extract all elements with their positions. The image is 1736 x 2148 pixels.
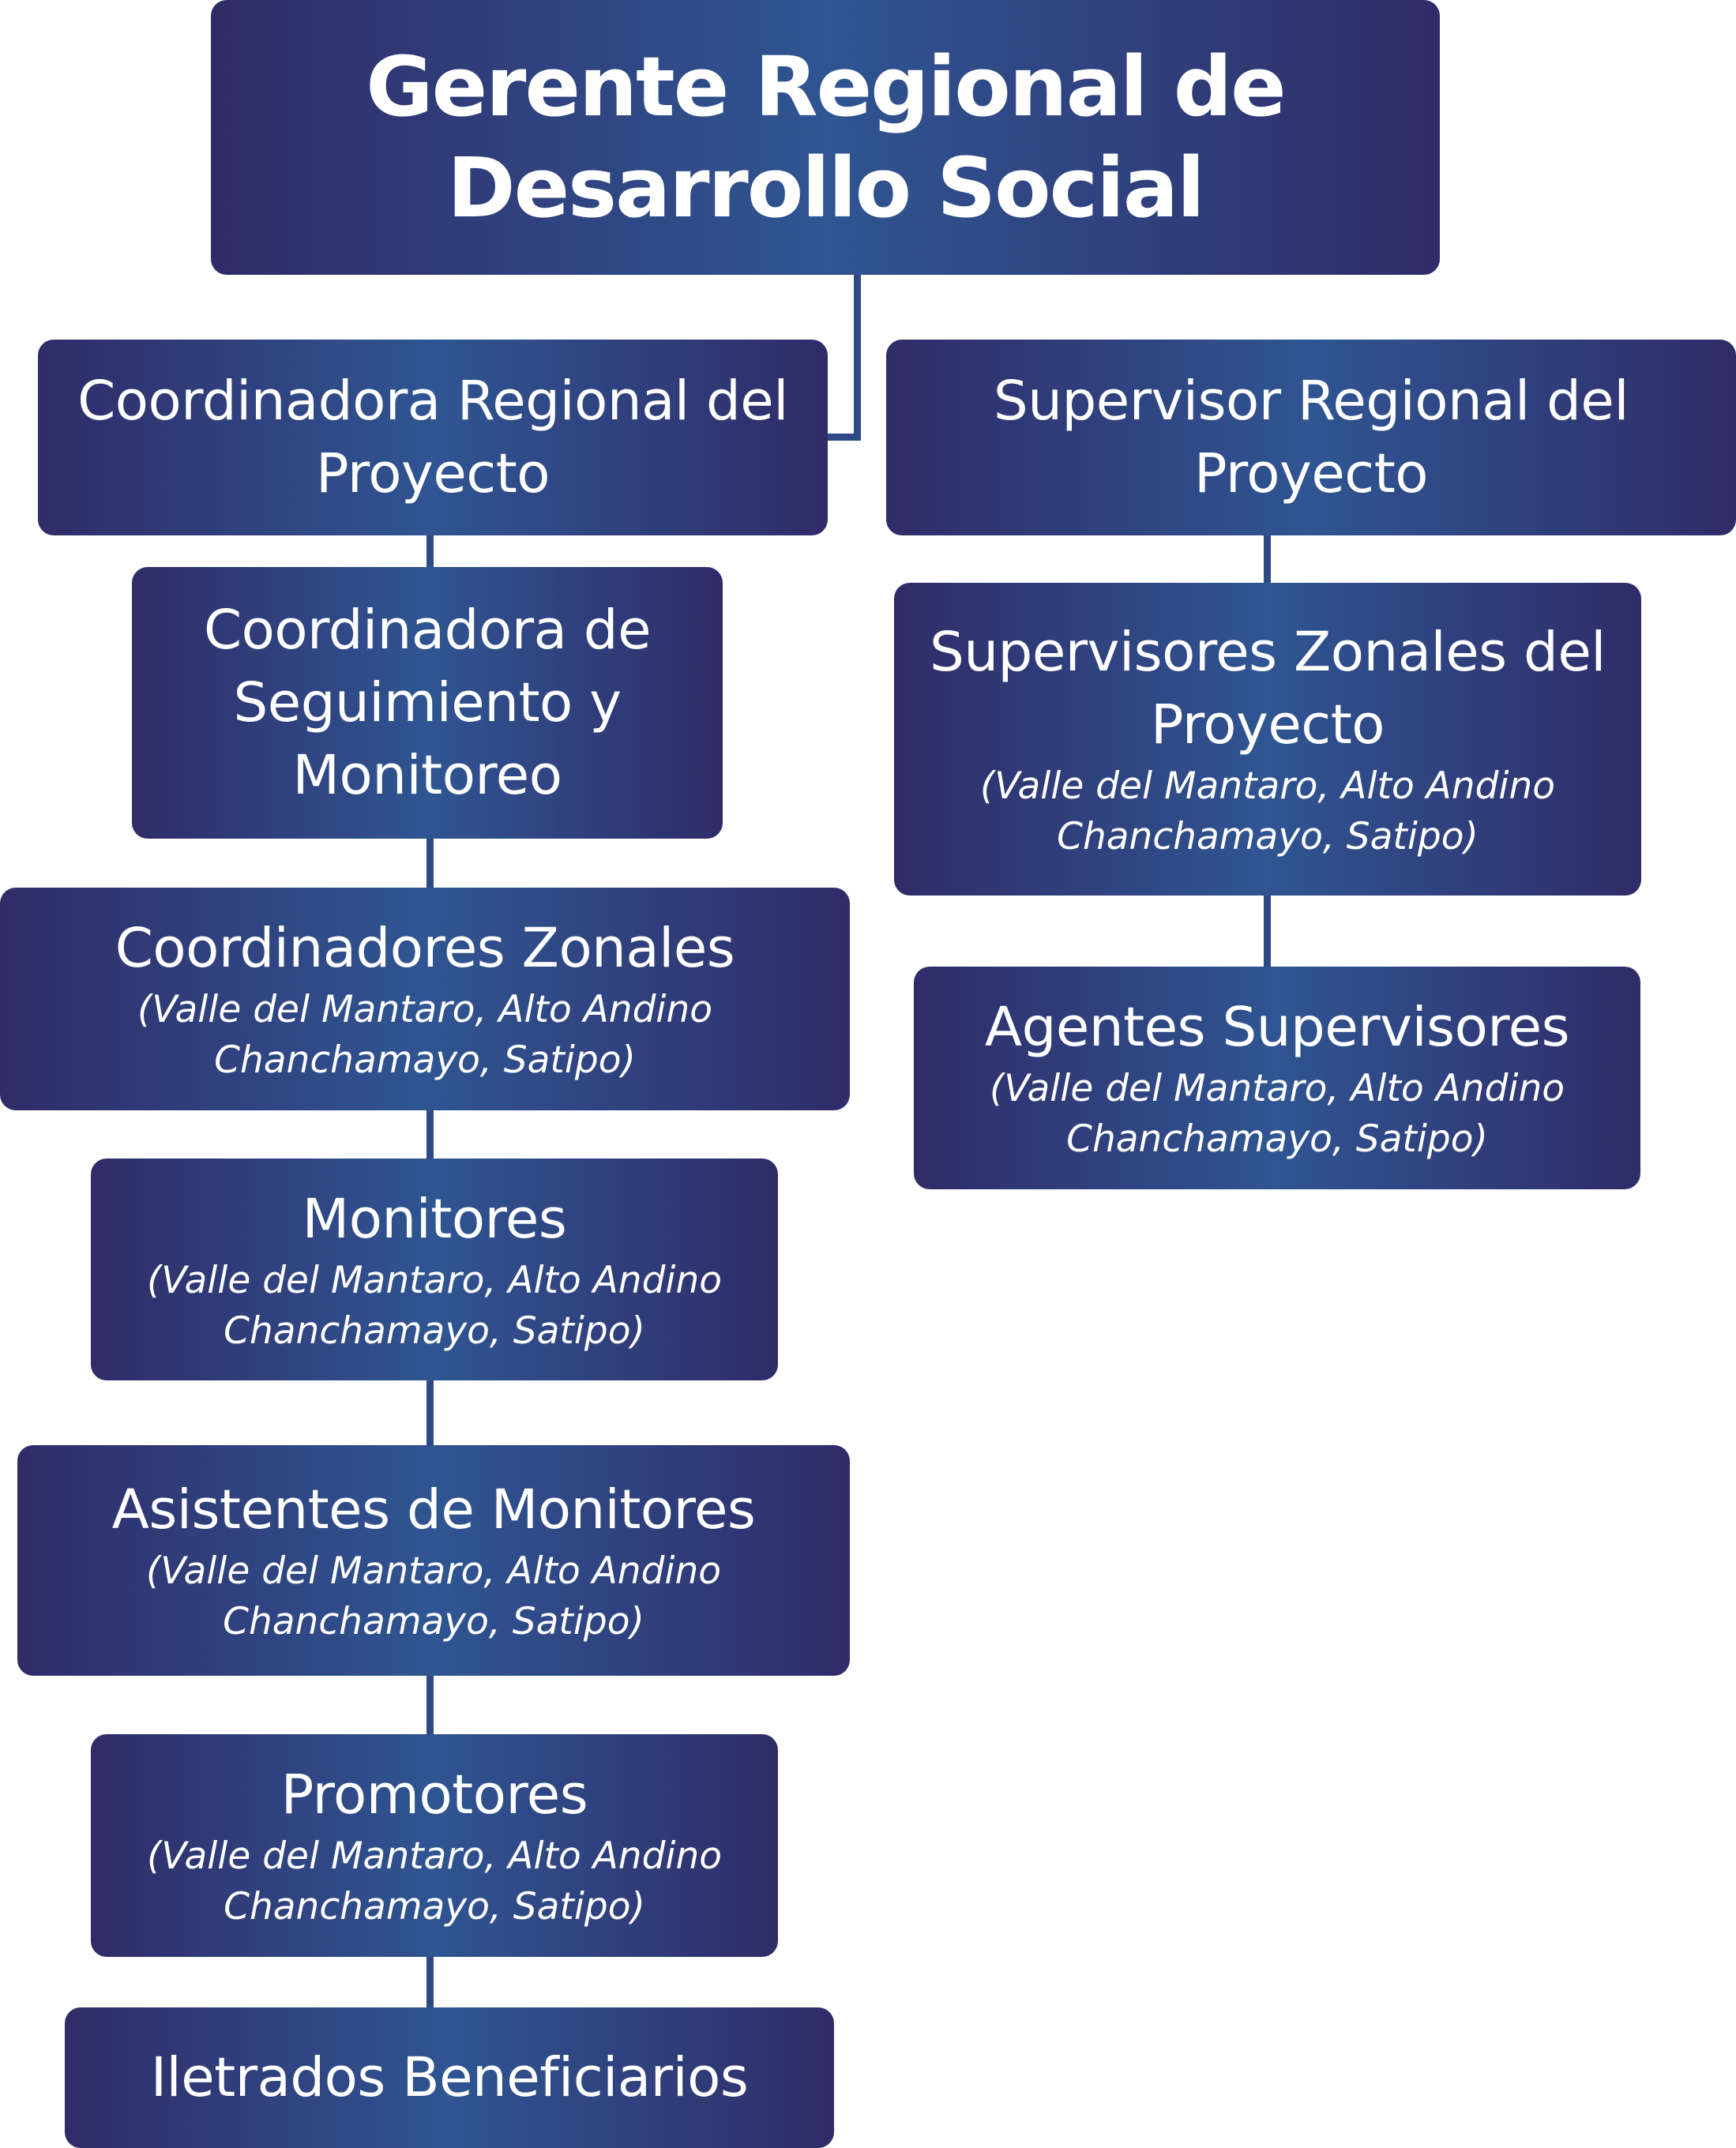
node-supervisor-regional: [886, 340, 1736, 535]
node-asistentes-monitores: [17, 1445, 850, 1676]
node-subtitle: (Valle del Mantaro, Alto Andino Chanchamayo, Satipo): [146, 1834, 723, 1928]
node-supervisores-zonales: [894, 583, 1641, 896]
node-subtitle: (Valle del Mantaro, Alto Andino Chanchamayo, Satipo): [137, 988, 713, 1082]
node-title: Coordinadores Zonales: [115, 917, 735, 980]
connector-monitores-to-asistentes: [426, 1379, 434, 1447]
node-title: Agentes Supervisores: [984, 996, 1570, 1059]
node-gerente-regional: [211, 0, 1440, 275]
node-title: Gerente Regional de Desarrollo Social: [366, 39, 1285, 236]
node-title: Coordinadora de Seguimiento y Monitoreo: [203, 599, 652, 807]
node-coordinadores-zonales: [0, 888, 850, 1110]
connector-gerente-stem: [854, 273, 861, 441]
connector-zonales-to-agentes: [1264, 894, 1271, 968]
connector-supervisor-to-zonales: [1264, 534, 1271, 584]
connector-zonales-to-monitores: [426, 1109, 434, 1161]
node-coordinadora-regional: [38, 340, 828, 535]
node-subtitle: (Valle del Mantaro, Alto Andino Chanchamayo, Satipo): [989, 1067, 1565, 1161]
node-title: Asistentes de Monitores: [111, 1478, 756, 1542]
node-promotores: [91, 1734, 778, 1957]
node-subtitle: (Valle del Mantaro, Alto Andino Chanchamayo, Satipo): [979, 764, 1556, 858]
node-title: Supervisores Zonales del Proyecto: [930, 621, 1606, 757]
node-title: Promotores: [280, 1763, 588, 1827]
node-title: Monitores: [302, 1187, 567, 1251]
connector-seguimiento-to-zonales: [426, 837, 434, 889]
node-subtitle: (Valle del Mantaro, Alto Andino Chanchamayo, Satipo): [146, 1258, 723, 1353]
node-title: Supervisor Regional del Proyecto: [993, 370, 1629, 505]
node-subtitle: (Valle del Mantaro, Alto Andino Chanchamayo, Satipo): [145, 1549, 722, 1643]
connector-promotores-to-iletrados: [426, 1955, 434, 2009]
node-monitores: [91, 1158, 778, 1380]
connector-coord-regional-to-seguimiento: [426, 534, 434, 569]
connector-asistentes-to-promotores: [426, 1674, 434, 1736]
node-title: Iletrados Beneficiarios: [150, 2046, 749, 2109]
node-agentes-supervisores: [914, 967, 1640, 1189]
node-coordinadora-seguimiento: [132, 567, 723, 839]
node-iletrados-beneficiarios: [65, 2007, 834, 2148]
node-title: Coordinadora Regional del Proyecto: [77, 370, 788, 505]
